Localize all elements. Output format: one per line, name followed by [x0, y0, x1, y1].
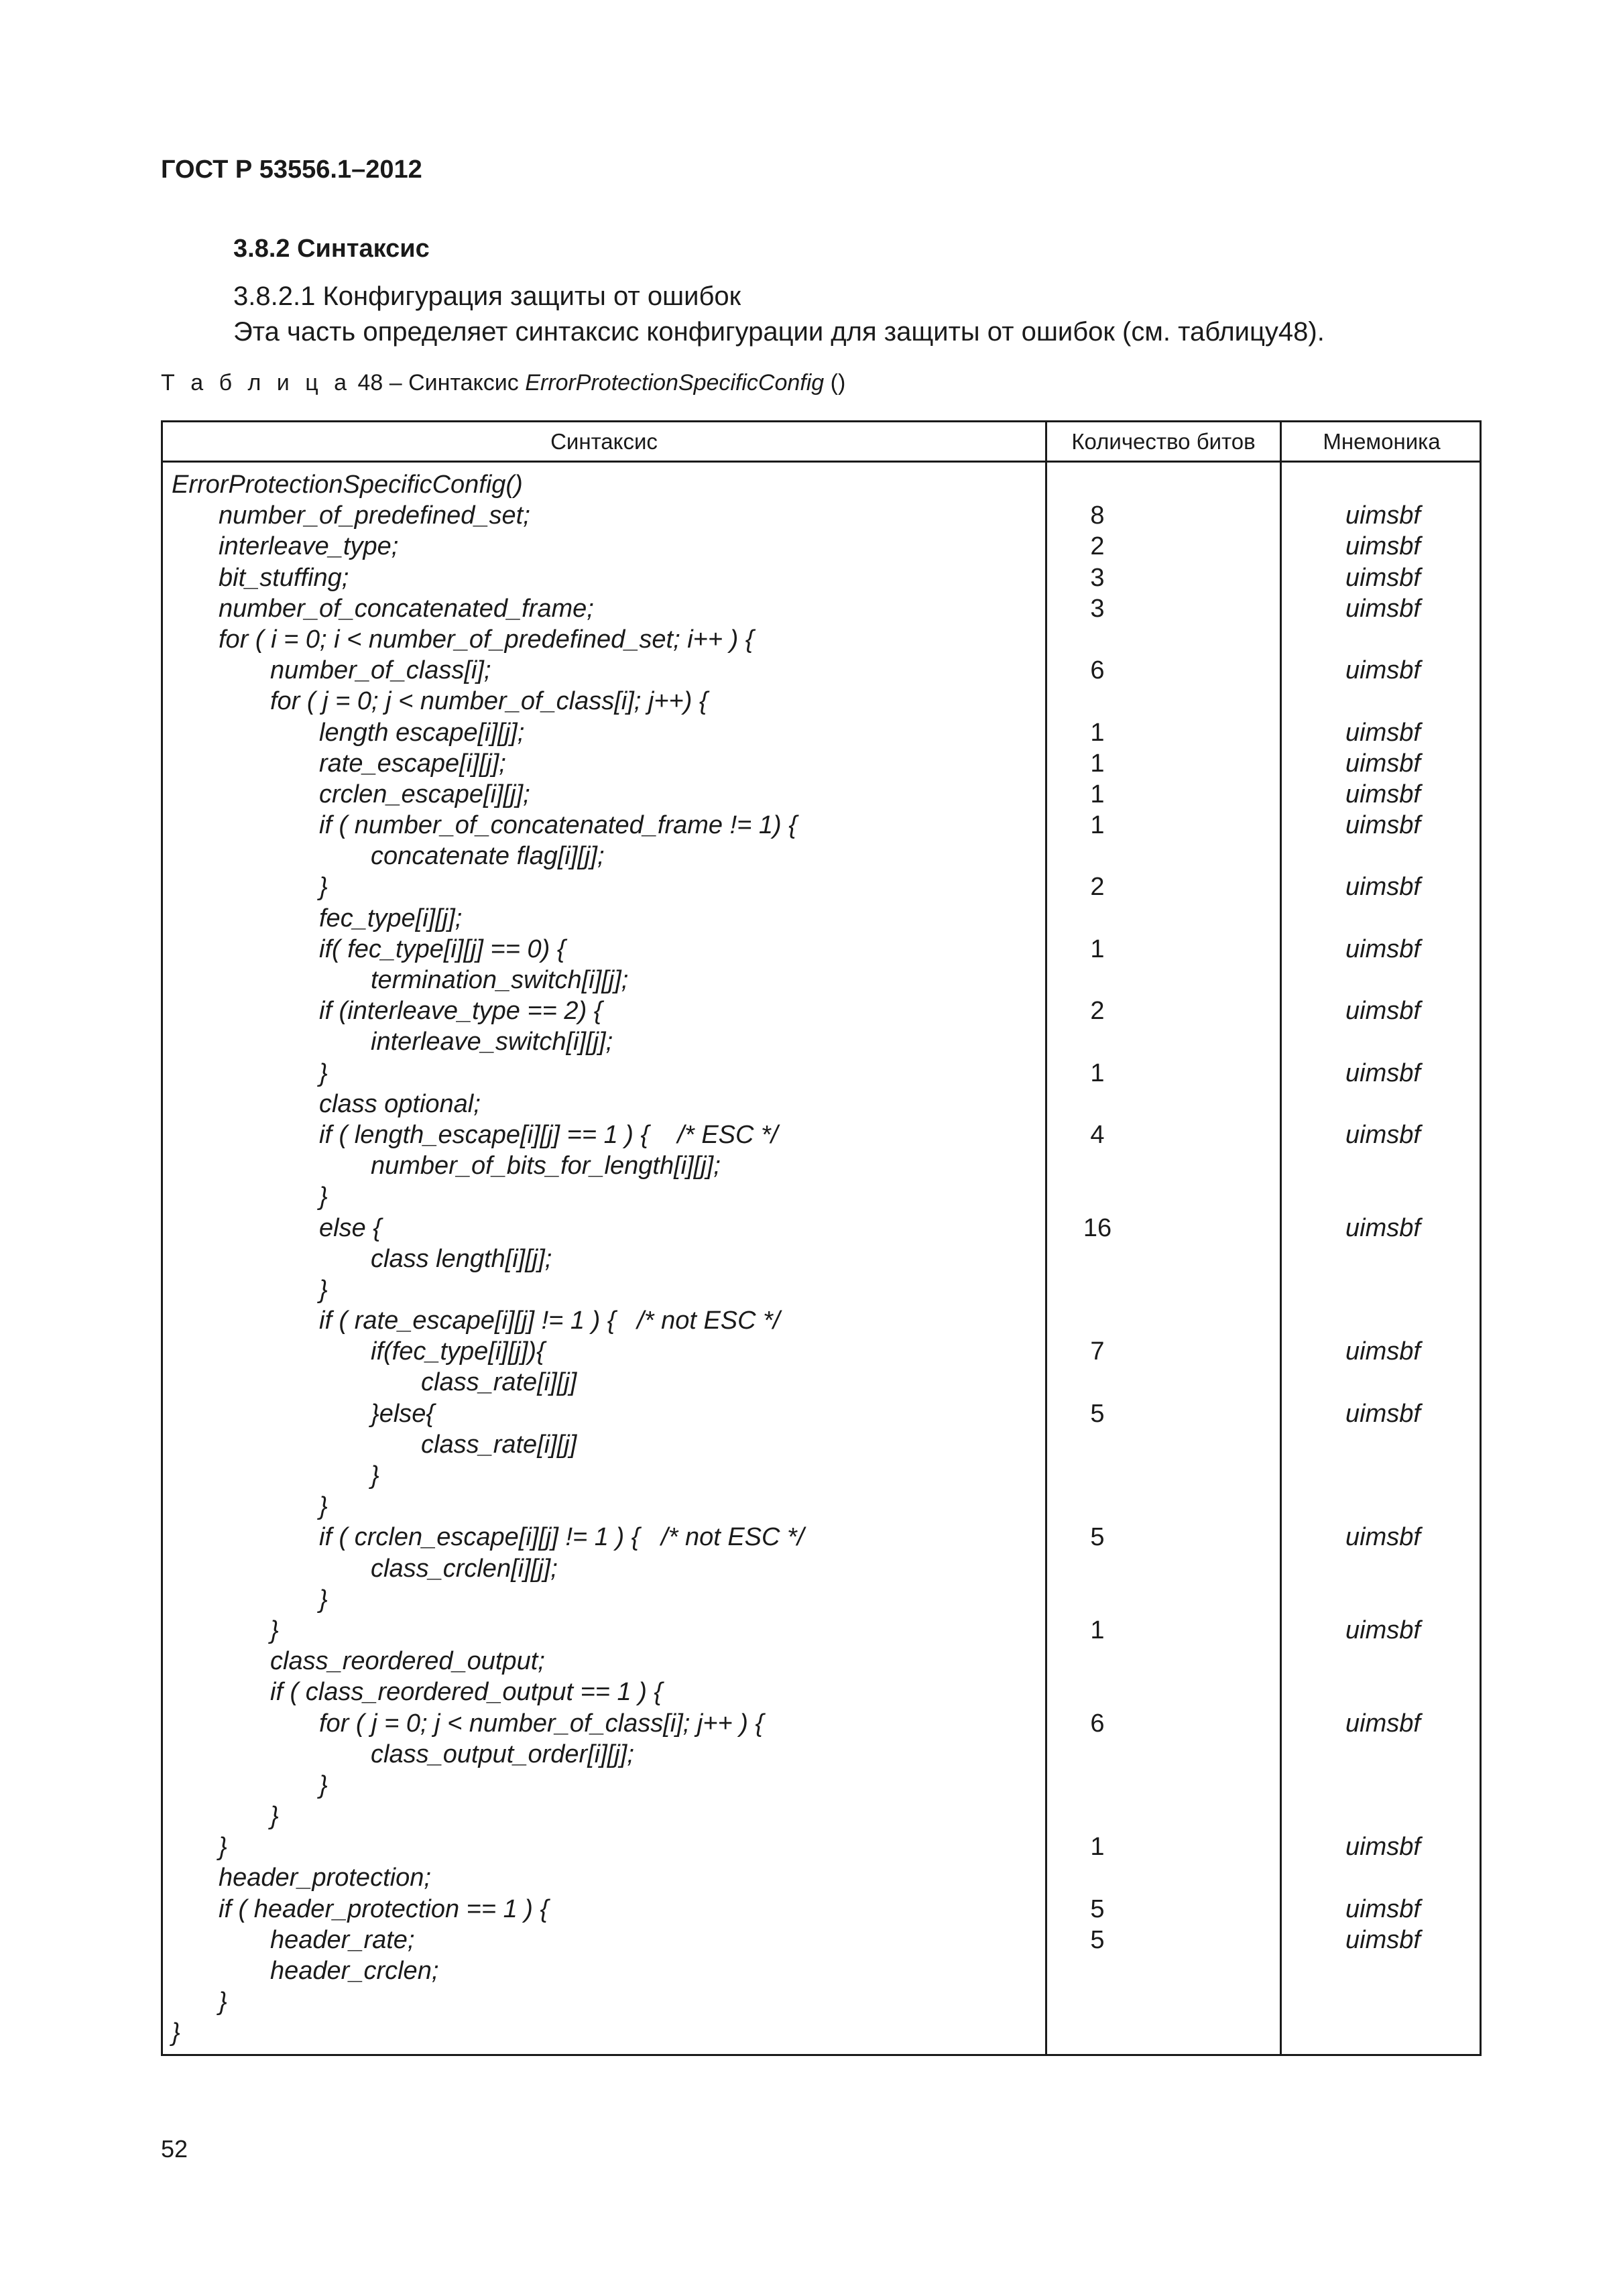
mnemonic-cell: uimsbf	[1345, 934, 1421, 963]
syntax-cell: if ( rate_escape[i][j] != 1 ) { /* not ESC */	[319, 1307, 780, 1335]
document-code: ГОСТ Р 53556.1–2012	[161, 156, 422, 184]
syntax-cell: class_crclen[i][j];	[371, 1554, 558, 1583]
syntax-cell: }else{	[371, 1399, 435, 1428]
header-mnemonic: Мнемоника	[1323, 428, 1441, 454]
mnemonic-cell: uimsbf	[1345, 1213, 1421, 1242]
mnemonic-cell: uimsbf	[1345, 718, 1421, 747]
table-row	[163, 593, 1480, 624]
bits-cell: 3	[1090, 563, 1105, 592]
table-row	[163, 1584, 1480, 1615]
bits-cell: 2	[1090, 873, 1105, 902]
syntax-cell: crclen_escape[i][j];	[319, 780, 530, 808]
syntax-cell: }	[219, 1988, 227, 2016]
syntax-cell: number_of_concatenated_frame;	[219, 594, 594, 623]
bits-cell: 5	[1090, 1894, 1105, 1923]
syntax-cell: }	[319, 873, 328, 902]
header-syntax: Синтаксис	[550, 428, 658, 454]
mnemonic-cell: uimsbf	[1345, 532, 1421, 561]
table-row	[163, 1213, 1480, 1244]
table-caption-suffix: ()	[824, 370, 846, 396]
mnemonic-cell: uimsbf	[1345, 749, 1421, 778]
table-row	[163, 1894, 1480, 1925]
syntax-cell: }	[219, 1833, 227, 1862]
table-row	[163, 1336, 1480, 1367]
table-row	[163, 1274, 1480, 1305]
table-row	[163, 1460, 1480, 1491]
table-row	[163, 934, 1480, 965]
table-row	[163, 1986, 1480, 2017]
table-row	[163, 1553, 1480, 1584]
table-row	[163, 871, 1480, 902]
table-row	[163, 1181, 1480, 1212]
syntax-cell: else {	[319, 1213, 381, 1242]
table-row	[163, 965, 1480, 995]
table-row	[163, 686, 1480, 717]
bits-cell: 16	[1083, 1213, 1112, 1242]
bits-cell: 1	[1090, 1616, 1105, 1644]
table-row	[163, 1367, 1480, 1398]
table-row	[163, 1026, 1480, 1057]
mnemonic-cell: uimsbf	[1345, 873, 1421, 902]
table-row	[163, 748, 1480, 779]
table-row	[163, 1305, 1480, 1336]
syntax-cell: }	[270, 1616, 279, 1644]
table-row	[163, 2017, 1480, 2048]
syntax-cell: class_rate[i][j]	[421, 1430, 577, 1459]
bits-cell: 1	[1090, 780, 1105, 808]
mnemonic-cell: uimsbf	[1345, 594, 1421, 623]
mnemonic-cell: uimsbf	[1345, 1616, 1421, 1644]
mnemonic-cell: uimsbf	[1345, 501, 1421, 530]
bits-cell: 5	[1090, 1399, 1105, 1428]
syntax-cell: number_of_class[i];	[270, 656, 491, 685]
syntax-cell: bit_stuffing;	[219, 563, 349, 592]
bits-cell: 1	[1090, 749, 1105, 778]
table-caption	[161, 370, 845, 396]
header-bits: Количество битов	[1071, 428, 1256, 454]
mnemonic-cell: uimsbf	[1345, 563, 1421, 592]
bits-cell: 1	[1090, 1059, 1105, 1087]
syntax-cell: header_protection;	[219, 1864, 431, 1892]
bits-cell: 1	[1090, 718, 1105, 747]
syntax-cell: }	[319, 1059, 328, 1087]
table-row	[163, 1770, 1480, 1801]
mnemonic-cell: uimsbf	[1345, 1337, 1421, 1366]
syntax-cell: if ( class_reordered_output == 1 ) {	[270, 1678, 663, 1707]
bits-cell: 1	[1090, 1833, 1105, 1862]
mnemonic-cell: uimsbf	[1345, 1120, 1421, 1149]
table-row	[163, 1429, 1480, 1460]
syntax-cell: rate_escape[i][j];	[319, 749, 506, 778]
table-caption-name: ErrorProtectionSpecificConfig	[525, 370, 825, 396]
syntax-cell: number_of_bits_for_length[i][j];	[371, 1152, 721, 1181]
syntax-cell: length escape[i][j];	[319, 718, 525, 747]
mnemonic-cell: uimsbf	[1345, 1894, 1421, 1923]
syntax-cell: interleave_switch[i][j];	[371, 1028, 613, 1056]
table-row	[163, 469, 1480, 500]
table-body	[163, 469, 1480, 2049]
syntax-cell: number_of_predefined_set;	[219, 501, 530, 530]
syntax-cell: if( fec_type[i][j] == 0) {	[319, 934, 566, 963]
table-row	[163, 1120, 1480, 1150]
syntax-cell: class_rate[i][j]	[421, 1368, 577, 1397]
table-row	[163, 810, 1480, 841]
bits-cell: 5	[1090, 1523, 1105, 1552]
syntax-cell: if (interleave_type == 2) {	[319, 997, 603, 1026]
syntax-cell: for ( i = 0; i < number_of_predefined_set; i++ ) {	[219, 625, 754, 654]
table-row	[163, 1831, 1480, 1862]
table-row	[163, 624, 1480, 655]
bits-cell: 1	[1090, 934, 1105, 963]
bits-cell: 2	[1090, 532, 1105, 561]
syntax-cell: }	[371, 1461, 379, 1490]
bits-cell: 1	[1090, 811, 1105, 840]
mnemonic-cell: uimsbf	[1345, 997, 1421, 1026]
section-heading: 3.8.2 Синтаксис	[233, 235, 430, 263]
syntax-cell: class_output_order[i][j];	[371, 1740, 634, 1768]
mnemonic-cell: uimsbf	[1345, 656, 1421, 685]
table-row	[163, 841, 1480, 871]
mnemonic-cell: uimsbf	[1345, 1523, 1421, 1552]
syntax-cell: class length[i][j];	[371, 1244, 552, 1273]
syntax-cell: header_crclen;	[270, 1957, 439, 1985]
bits-cell: 2	[1090, 997, 1105, 1026]
table-row	[163, 1862, 1480, 1893]
subsection-title: 3.8.2.1 Конфигурация защиты от ошибок	[233, 282, 741, 311]
mnemonic-cell: uimsbf	[1345, 780, 1421, 808]
table-row	[163, 1089, 1480, 1120]
table-row	[163, 1646, 1480, 1677]
table-row	[163, 1708, 1480, 1739]
syntax-cell: }	[319, 1770, 328, 1799]
syntax-cell: }	[319, 1275, 328, 1304]
table-row	[163, 1522, 1480, 1553]
syntax-cell: if ( header_protection == 1 ) {	[219, 1894, 549, 1923]
mnemonic-cell: uimsbf	[1345, 1399, 1421, 1428]
table-row	[163, 1058, 1480, 1089]
syntax-cell: termination_switch[i][j];	[371, 966, 629, 994]
table-row	[163, 717, 1480, 748]
page-number: 52	[161, 2135, 188, 2163]
table-row	[163, 531, 1480, 562]
table-row	[163, 779, 1480, 810]
mnemonic-cell: uimsbf	[1345, 1059, 1421, 1087]
syntax-cell: header_rate;	[270, 1925, 415, 1954]
table-row	[163, 903, 1480, 934]
syntax-cell: if ( number_of_concatenated_frame != 1) {	[319, 811, 797, 840]
table-caption-number: 48 – Синтаксис	[357, 370, 519, 396]
syntax-cell: ErrorProtectionSpecificConfig()	[172, 471, 523, 499]
syntax-cell: if(fec_type[i][j]){	[371, 1337, 545, 1366]
table-row	[163, 1615, 1480, 1646]
bits-cell: 3	[1090, 594, 1105, 623]
mnemonic-cell: uimsbf	[1345, 1925, 1421, 1954]
table-row	[163, 1150, 1480, 1181]
table-row	[163, 655, 1480, 686]
syntax-table	[161, 420, 1482, 2056]
syntax-cell: interleave_type;	[219, 532, 399, 561]
table-row	[163, 1398, 1480, 1429]
table-row	[163, 1244, 1480, 1274]
syntax-cell: if ( crclen_escape[i][j] != 1 ) { /* not ESC */	[319, 1523, 804, 1552]
table-row	[163, 1677, 1480, 1707]
syntax-cell: }	[319, 1585, 328, 1614]
table-row	[163, 1925, 1480, 1955]
syntax-cell: }	[319, 1183, 328, 1211]
table-row	[163, 1955, 1480, 1986]
table-caption-prefix: Т а б л и ц а	[161, 370, 352, 396]
table-row	[163, 1801, 1480, 1831]
table-row	[163, 1739, 1480, 1770]
syntax-cell: class optional;	[319, 1089, 481, 1118]
table-row	[163, 562, 1480, 593]
bits-cell: 4	[1090, 1120, 1105, 1149]
mnemonic-cell: uimsbf	[1345, 1833, 1421, 1862]
mnemonic-cell: uimsbf	[1345, 1709, 1421, 1738]
table-row	[163, 1491, 1480, 1522]
syntax-cell: for ( j = 0; j < number_of_class[i]; j++) {	[270, 687, 708, 716]
syntax-cell: }	[270, 1802, 279, 1831]
header-divider	[163, 461, 1480, 463]
bits-cell: 7	[1090, 1337, 1105, 1366]
bits-cell: 6	[1090, 1709, 1105, 1738]
syntax-cell: for ( j = 0; j < number_of_class[i]; j++ ) {	[319, 1709, 764, 1738]
syntax-cell: concatenate flag[i][j];	[371, 842, 605, 871]
mnemonic-cell: uimsbf	[1345, 811, 1421, 840]
bits-cell: 6	[1090, 656, 1105, 685]
syntax-cell: fec_type[i][j];	[319, 904, 463, 932]
table-row	[163, 995, 1480, 1026]
syntax-cell: class_reordered_output;	[270, 1647, 545, 1676]
table-row	[163, 500, 1480, 531]
syntax-cell: }	[172, 2018, 180, 2047]
bits-cell: 8	[1090, 501, 1105, 530]
bits-cell: 5	[1090, 1925, 1105, 1954]
syntax-cell: if ( length_escape[i][j] == 1 ) { /* ESC */	[319, 1120, 778, 1149]
section-description: Эта часть определяет синтаксис конфигурации для защиты от ошибок (см. таблицу48).	[233, 317, 1325, 347]
syntax-cell: }	[319, 1492, 328, 1521]
